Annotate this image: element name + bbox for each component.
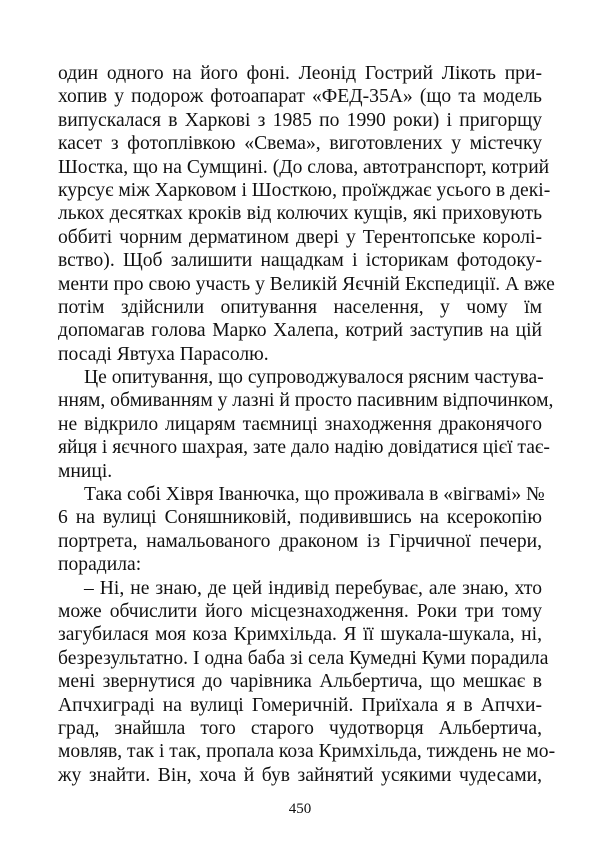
page-body bbox=[58, 62, 556, 787]
text-line: вство). Щоб залишити нащадкам і історикам фотодоку- bbox=[58, 250, 542, 272]
text-line: град, знайшла того старого чудотворця Альбертича, bbox=[58, 717, 542, 739]
paragraph bbox=[58, 62, 555, 366]
text-line: один одного на його фоні. Леонід Гострий Лікоть при- bbox=[58, 63, 542, 84]
text-line: менти про свою участь у Великій Яєчній Експедиції. А вже bbox=[58, 273, 555, 295]
text-line: безрезультатно. І одна баба зі села Кумедні Куми порадила bbox=[58, 647, 549, 669]
paragraph bbox=[58, 577, 556, 788]
text-line: 6 на вулиці Соняшниковій, подивившись на ксерокопію bbox=[58, 507, 542, 529]
text-line: Апчхиграді на вулиці Гомеричній. Приїхала я в Апчхи- bbox=[58, 694, 542, 716]
paragraph bbox=[58, 483, 545, 577]
text-line: оббиті чорним дерматином двері у Терентопське королі- bbox=[58, 226, 542, 248]
text-line: не відкрило лицарям таємниці знаходження драконячого bbox=[58, 413, 542, 435]
text-line: хопив у подорож фотоапарат «ФЕД-35А» (що та модель bbox=[58, 86, 542, 108]
text-line: – Ні, не знаю, де цей індивід перебуває, але знаю, хто bbox=[84, 577, 542, 599]
text-line: Шостка, що на Сумщині. (До слова, автотранспорт, котрий bbox=[58, 156, 550, 178]
text-line: яйця і яєчного шахрая, зате дало надію довідатися цієї тає- bbox=[58, 437, 550, 459]
paragraph bbox=[58, 366, 554, 483]
text-line: лькох десятках кроків від колючих кущів, які приховують bbox=[58, 203, 542, 225]
page-number: 450 bbox=[288, 801, 312, 817]
text-line: порадила: bbox=[58, 554, 142, 576]
text-line: мені звернутися до чарівника Альбертича, що мешкає в bbox=[58, 671, 542, 693]
text-line: касет з фотоплівкою «Свема», виготовлених у містечку bbox=[58, 133, 542, 155]
text-line: може обчислити його місцезнаходження. Роки три тому bbox=[58, 600, 542, 622]
text-line: мниці. bbox=[58, 460, 113, 482]
text-line: мовляв, так і так, пропала коза Кримхільда, тиждень не мо- bbox=[58, 741, 556, 763]
text-line: Це опитування, що супроводжувалося рясним частува- bbox=[84, 367, 544, 389]
text-line: допомагав голова Марко Халепа, котрий заступив на цій bbox=[58, 320, 542, 342]
text-line: випускалася в Харкові з 1985 по 1990 роки) і пригорщу bbox=[58, 109, 542, 131]
text-line: портрета, намальованого драконом із Гірчичної печери, bbox=[58, 530, 542, 552]
text-line: курсує між Харковом і Шосткою, проїжджає усього в декі- bbox=[58, 179, 551, 201]
text-line: Така собі Хівря Іванючка, що проживала в «вігвамі» № bbox=[84, 484, 545, 506]
text-line: потім здійснили опитування населення, у чому їм bbox=[58, 296, 542, 318]
text-line: нням, обмиванням у лазні й просто пасивним відпочинком, bbox=[58, 390, 554, 412]
text-line: посаді Явтуха Парасолю. bbox=[58, 343, 269, 365]
text-line: жу знайти. Він, хоча й був зайнятий усякими чудесами, bbox=[58, 764, 542, 786]
text-line: загубилася моя коза Кримхільда. Я її шукала-шукала, ні, bbox=[58, 624, 542, 646]
